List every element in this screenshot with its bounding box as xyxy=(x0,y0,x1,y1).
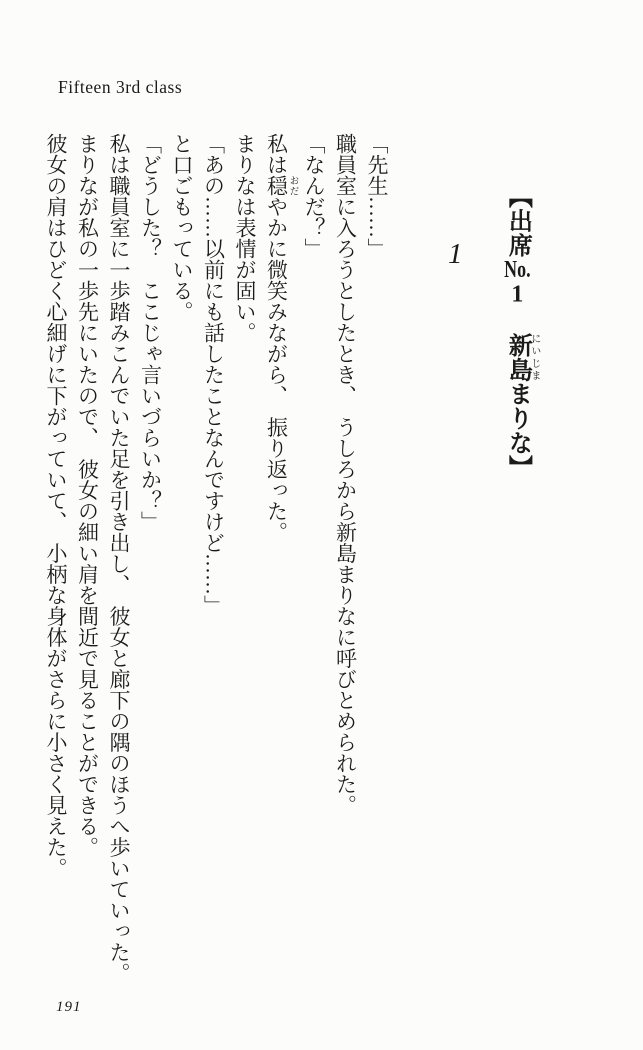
paragraph: 彼女の肩はひどく心細げに下がっていて、 小柄な身体がさらに小さく見えた。 xyxy=(44,133,68,879)
title-space xyxy=(504,308,530,333)
paragraph: まりなが私の一歩先にいたので、 彼女の細い肩を間近で見ることができる。 xyxy=(75,133,100,858)
paragraph: と口ごもっている。 xyxy=(170,133,194,322)
chapter-number: 1 xyxy=(448,238,463,270)
title-open-bracket: 【 xyxy=(504,184,531,209)
title-name-rest: まりな xyxy=(504,381,531,455)
paragraph: 私は職員室に一歩踏みこんでいた足を引き出し、 彼女と廊下の隅のほうへ歩いていった。 xyxy=(107,133,131,984)
word-with-furigana: 穏 おだ xyxy=(264,175,298,196)
page-number: 191 xyxy=(56,999,82,1015)
title-no-label: No. xyxy=(504,257,531,282)
paragraph: 「なんだ？」 xyxy=(302,133,326,259)
title-name-with-furigana: 新島にいじま xyxy=(504,332,540,382)
paragraph: 職員室に入ろうとしたとき、 うしろから新島まりなに呼びとめられた。 xyxy=(333,133,358,816)
running-head: Fifteen 3rd class xyxy=(58,77,183,97)
chapter-title xyxy=(504,184,539,484)
body-text xyxy=(44,133,392,1011)
paragraph: 「先生……」 xyxy=(365,133,389,259)
title-label: 出席 xyxy=(504,208,531,258)
title-no-value: 1 xyxy=(504,281,531,308)
paragraph: 「あの……以前にも話したことなんですけど……」 xyxy=(201,133,226,616)
title-close-bracket: 】 xyxy=(504,455,531,480)
paragraph: まりなは表情が固い。 xyxy=(233,133,257,343)
title-furigana: にいじま xyxy=(528,332,540,382)
paragraph: 私は穏 おだやかに微笑みながら、 振り返った。 xyxy=(264,133,298,543)
paragraph: 「どうした？ ここじゃ言いづらいか？」 xyxy=(138,133,163,532)
